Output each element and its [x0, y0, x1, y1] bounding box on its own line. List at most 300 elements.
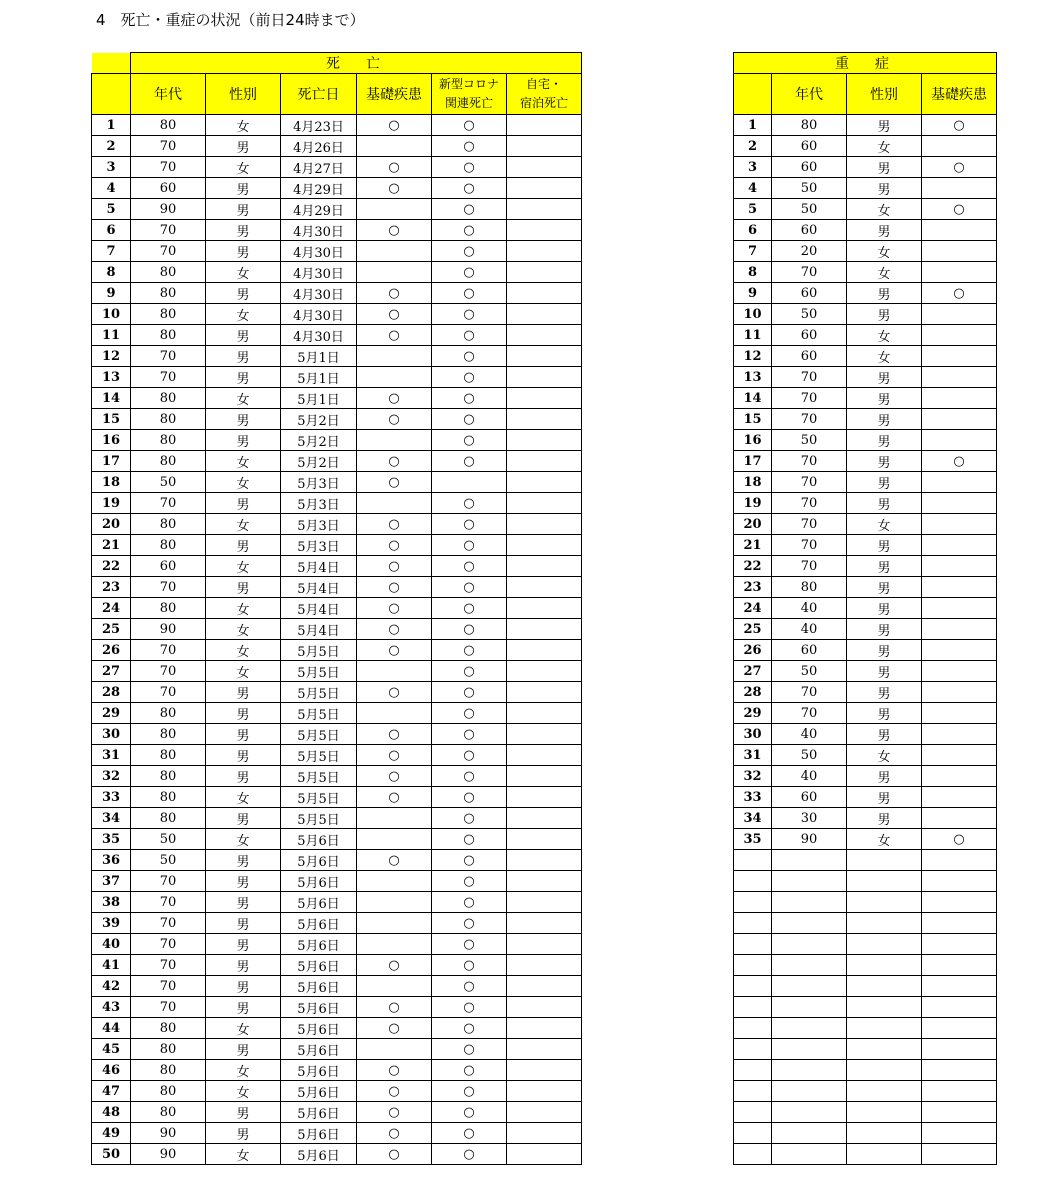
severe-table-row — [734, 325, 997, 346]
death-cell-date: 4月30日 — [281, 304, 357, 325]
death-cell-underlying: ○ — [357, 304, 432, 325]
severe-cell-sex: 女 — [847, 745, 922, 766]
severe-cell-age: 90 — [772, 829, 847, 850]
severe-cell-underlying — [922, 262, 997, 283]
severe-empty-cell — [847, 955, 922, 976]
severe-cell-age: 70 — [772, 493, 847, 514]
death-cell-underlying — [357, 1039, 432, 1060]
death-cell-home — [507, 388, 582, 409]
death-cell-age: 80 — [131, 1060, 206, 1081]
severe-empty-cell — [847, 934, 922, 955]
severe-table-row — [734, 451, 997, 472]
death-cell-age: 80 — [131, 304, 206, 325]
death-cell-sex: 女 — [206, 1018, 281, 1039]
death-cell-home — [507, 346, 582, 367]
death-cell-sex: 男 — [206, 682, 281, 703]
severe-cell-underlying — [922, 661, 997, 682]
death-cell-underlying: ○ — [357, 619, 432, 640]
severe-table-row — [734, 199, 997, 220]
death-cell-home — [507, 1039, 582, 1060]
death-cell-age: 80 — [131, 703, 206, 724]
severe-empty-row — [734, 850, 997, 871]
severe-empty-cell — [772, 913, 847, 934]
death-table-row — [92, 178, 582, 199]
severe-cell-age: 60 — [772, 787, 847, 808]
severe-empty-cell — [772, 1123, 847, 1144]
severe-cell-no: 35 — [734, 829, 772, 850]
severe-cell-no: 10 — [734, 304, 772, 325]
death-cell-age: 80 — [131, 1018, 206, 1039]
severe-table-row — [734, 346, 997, 367]
death-cell-underlying: ○ — [357, 850, 432, 871]
severe-empty-cell — [922, 1123, 997, 1144]
severe-empty-cell — [922, 1060, 997, 1081]
severe-cell-no: 16 — [734, 430, 772, 451]
death-cell-covid: ○ — [432, 535, 507, 556]
death-cell-no: 32 — [92, 766, 131, 787]
death-cell-age: 70 — [131, 934, 206, 955]
death-cell-no: 11 — [92, 325, 131, 346]
death-cell-age: 80 — [131, 766, 206, 787]
death-cell-date: 5月5日 — [281, 724, 357, 745]
severe-cell-underlying: ○ — [922, 829, 997, 850]
death-cell-sex: 女 — [206, 598, 281, 619]
severe-cell-no: 3 — [734, 157, 772, 178]
death-table-row — [92, 808, 582, 829]
death-cell-age: 80 — [131, 430, 206, 451]
death-cell-date: 4月30日 — [281, 325, 357, 346]
death-cell-home — [507, 1018, 582, 1039]
severe-table — [733, 52, 997, 1165]
severe-empty-cell — [922, 913, 997, 934]
death-cell-age: 80 — [131, 1081, 206, 1102]
severe-table-row — [734, 178, 997, 199]
death-cell-date: 4月30日 — [281, 262, 357, 283]
severe-cell-no: 17 — [734, 451, 772, 472]
death-cell-home — [507, 493, 582, 514]
death-cell-age: 80 — [131, 325, 206, 346]
death-cell-covid: ○ — [432, 1018, 507, 1039]
death-table-row — [92, 934, 582, 955]
severe-table-row — [734, 514, 997, 535]
severe-cell-age: 70 — [772, 703, 847, 724]
death-cell-age: 80 — [131, 724, 206, 745]
severe-table-row — [734, 367, 997, 388]
severe-cell-underlying — [922, 514, 997, 535]
death-cell-home — [507, 199, 582, 220]
death-cell-no: 37 — [92, 871, 131, 892]
death-cell-no: 13 — [92, 367, 131, 388]
severe-cell-age: 70 — [772, 535, 847, 556]
severe-empty-cell — [847, 1018, 922, 1039]
death-table-row — [92, 976, 582, 997]
severe-empty-row — [734, 892, 997, 913]
severe-cell-underlying: ○ — [922, 283, 997, 304]
death-cell-covid: ○ — [432, 934, 507, 955]
severe-cell-sex: 男 — [847, 640, 922, 661]
death-cell-sex: 男 — [206, 136, 281, 157]
severe-cell-no: 27 — [734, 661, 772, 682]
severe-table-row — [734, 745, 997, 766]
death-cell-home — [507, 1081, 582, 1102]
death-cell-underlying: ○ — [357, 283, 432, 304]
death-cell-no: 28 — [92, 682, 131, 703]
severe-empty-cell — [772, 997, 847, 1018]
death-cell-sex: 女 — [206, 514, 281, 535]
death-cell-age: 50 — [131, 850, 206, 871]
severe-cell-age: 60 — [772, 220, 847, 241]
death-cell-date: 5月5日 — [281, 745, 357, 766]
severe-empty-cell — [772, 1018, 847, 1039]
severe-empty-cell — [772, 1081, 847, 1102]
severe-table-row — [734, 115, 997, 136]
severe-cell-sex: 女 — [847, 346, 922, 367]
death-cell-underlying: ○ — [357, 220, 432, 241]
death-cell-home — [507, 157, 582, 178]
severe-cell-age: 60 — [772, 346, 847, 367]
death-cell-underlying — [357, 913, 432, 934]
severe-cell-no: 30 — [734, 724, 772, 745]
death-cell-home — [507, 808, 582, 829]
death-cell-underlying — [357, 892, 432, 913]
death-cell-home — [507, 619, 582, 640]
death-cell-home — [507, 745, 582, 766]
death-cell-age: 70 — [131, 997, 206, 1018]
death-cell-age: 90 — [131, 1123, 206, 1144]
severe-cell-no: 4 — [734, 178, 772, 199]
death-cell-date: 5月6日 — [281, 913, 357, 934]
severe-cell-no: 32 — [734, 766, 772, 787]
death-cell-age: 70 — [131, 346, 206, 367]
death-cell-age: 80 — [131, 388, 206, 409]
death-cell-date: 5月1日 — [281, 367, 357, 388]
death-sex-header: 性別 — [206, 74, 281, 115]
death-cell-home — [507, 892, 582, 913]
severe-cell-sex: 男 — [847, 493, 922, 514]
death-cell-no: 25 — [92, 619, 131, 640]
page-heading: 4 死亡・重症の状況（前日24時まで） — [96, 11, 365, 29]
death-cell-underlying — [357, 703, 432, 724]
death-cell-no: 33 — [92, 787, 131, 808]
severe-cell-underlying — [922, 556, 997, 577]
death-cell-underlying: ○ — [357, 325, 432, 346]
death-cell-date: 5月3日 — [281, 514, 357, 535]
death-cell-no: 40 — [92, 934, 131, 955]
death-cell-home — [507, 283, 582, 304]
death-cell-sex: 女 — [206, 1081, 281, 1102]
death-cell-sex: 男 — [206, 220, 281, 241]
death-cell-age: 80 — [131, 514, 206, 535]
death-cell-date: 5月6日 — [281, 1060, 357, 1081]
severe-cell-no: 26 — [734, 640, 772, 661]
death-table-row — [92, 493, 582, 514]
severe-table-row — [734, 619, 997, 640]
death-cell-sex: 男 — [206, 1123, 281, 1144]
severe-cell-age: 70 — [772, 388, 847, 409]
severe-cell-age: 70 — [772, 556, 847, 577]
death-cell-age: 70 — [131, 913, 206, 934]
death-cell-date: 5月6日 — [281, 1102, 357, 1123]
death-cell-age: 70 — [131, 220, 206, 241]
death-cell-underlying — [357, 262, 432, 283]
severe-cell-age: 70 — [772, 514, 847, 535]
death-cell-no: 45 — [92, 1039, 131, 1060]
severe-number-header — [734, 74, 772, 115]
severe-cell-sex: 女 — [847, 262, 922, 283]
severe-cell-sex: 男 — [847, 787, 922, 808]
death-covid-header-line2: 関連死亡 — [444, 96, 493, 110]
death-cell-sex: 女 — [206, 388, 281, 409]
severe-empty-cell — [922, 871, 997, 892]
death-cell-no: 49 — [92, 1123, 131, 1144]
death-cell-no: 15 — [92, 409, 131, 430]
death-cell-age: 70 — [131, 892, 206, 913]
severe-empty-cell — [847, 1123, 922, 1144]
death-table-row — [92, 850, 582, 871]
death-cell-age: 80 — [131, 808, 206, 829]
death-cell-age: 70 — [131, 367, 206, 388]
death-cell-age: 70 — [131, 241, 206, 262]
severe-cell-underlying — [922, 703, 997, 724]
severe-cell-age: 40 — [772, 724, 847, 745]
death-cell-sex: 男 — [206, 892, 281, 913]
severe-cell-age: 40 — [772, 619, 847, 640]
death-cell-underlying: ○ — [357, 724, 432, 745]
death-cell-no: 44 — [92, 1018, 131, 1039]
severe-empty-cell — [922, 1081, 997, 1102]
death-cell-underlying — [357, 493, 432, 514]
death-cell-date: 5月6日 — [281, 934, 357, 955]
death-cell-covid: ○ — [432, 640, 507, 661]
death-cell-underlying: ○ — [357, 955, 432, 976]
death-cell-no: 47 — [92, 1081, 131, 1102]
death-table-row — [92, 514, 582, 535]
death-table-row — [92, 724, 582, 745]
death-cell-no: 5 — [92, 199, 131, 220]
death-table-row — [92, 745, 582, 766]
death-section-title: 死 亡 — [131, 53, 582, 74]
death-cell-no: 50 — [92, 1144, 131, 1165]
death-cell-covid: ○ — [432, 997, 507, 1018]
severe-empty-cell — [772, 976, 847, 997]
severe-cell-underlying: ○ — [922, 199, 997, 220]
death-cell-home — [507, 451, 582, 472]
severe-cell-underlying — [922, 325, 997, 346]
death-cell-no: 29 — [92, 703, 131, 724]
severe-cell-no: 6 — [734, 220, 772, 241]
death-cell-underlying — [357, 808, 432, 829]
death-cell-home — [507, 703, 582, 724]
severe-table-body — [734, 115, 997, 1165]
death-cell-sex: 女 — [206, 1144, 281, 1165]
death-cell-sex: 男 — [206, 703, 281, 724]
severe-cell-sex: 男 — [847, 556, 922, 577]
death-cell-no: 7 — [92, 241, 131, 262]
severe-empty-row — [734, 1102, 997, 1123]
severe-empty-cell — [772, 1060, 847, 1081]
death-cell-home — [507, 220, 582, 241]
death-cell-underlying — [357, 199, 432, 220]
severe-cell-underlying: ○ — [922, 115, 997, 136]
death-cell-sex: 男 — [206, 913, 281, 934]
death-cell-home — [507, 955, 582, 976]
severe-empty-cell — [847, 1039, 922, 1060]
death-cell-sex: 男 — [206, 409, 281, 430]
death-cell-date: 4月26日 — [281, 136, 357, 157]
death-cell-home — [507, 1060, 582, 1081]
death-cell-date: 5月6日 — [281, 829, 357, 850]
death-cell-no: 36 — [92, 850, 131, 871]
death-table-row — [92, 430, 582, 451]
death-cell-age: 80 — [131, 535, 206, 556]
severe-empty-cell — [922, 997, 997, 1018]
severe-cell-sex: 男 — [847, 535, 922, 556]
death-cell-date: 5月4日 — [281, 598, 357, 619]
death-cell-age: 80 — [131, 115, 206, 136]
severe-underlying-header: 基礎疾患 — [922, 74, 997, 115]
death-cell-age: 70 — [131, 976, 206, 997]
death-cell-covid: ○ — [432, 157, 507, 178]
severe-cell-age: 70 — [772, 472, 847, 493]
death-table-row — [92, 388, 582, 409]
death-cell-age: 90 — [131, 199, 206, 220]
severe-table-row — [734, 808, 997, 829]
severe-cell-age: 60 — [772, 157, 847, 178]
death-cell-home — [507, 430, 582, 451]
severe-table-row — [734, 682, 997, 703]
death-cell-sex: 女 — [206, 451, 281, 472]
death-cell-date: 5月4日 — [281, 577, 357, 598]
death-cell-date: 5月2日 — [281, 430, 357, 451]
death-cell-sex: 女 — [206, 829, 281, 850]
death-cell-date: 5月1日 — [281, 388, 357, 409]
death-table-row — [92, 535, 582, 556]
death-cell-underlying: ○ — [357, 451, 432, 472]
severe-age-header: 年代 — [772, 74, 847, 115]
death-table-row — [92, 346, 582, 367]
death-cell-underlying: ○ — [357, 1102, 432, 1123]
death-cell-age: 70 — [131, 157, 206, 178]
death-table-row — [92, 451, 582, 472]
severe-table-row — [734, 157, 997, 178]
death-cell-underlying: ○ — [357, 115, 432, 136]
death-cell-no: 27 — [92, 661, 131, 682]
death-cell-sex: 男 — [206, 934, 281, 955]
severe-cell-no: 24 — [734, 598, 772, 619]
death-table-row — [92, 115, 582, 136]
death-cell-no: 10 — [92, 304, 131, 325]
death-cell-age: 80 — [131, 283, 206, 304]
severe-empty-cell — [847, 892, 922, 913]
severe-cell-underlying — [922, 220, 997, 241]
severe-section-title: 重 症 — [734, 53, 997, 74]
death-table-row — [92, 1018, 582, 1039]
severe-cell-underlying — [922, 493, 997, 514]
severe-empty-cell — [734, 1144, 772, 1165]
severe-empty-row — [734, 871, 997, 892]
death-table-row — [92, 325, 582, 346]
severe-empty-cell — [922, 1102, 997, 1123]
death-cell-covid: ○ — [432, 1039, 507, 1060]
severe-cell-age: 60 — [772, 136, 847, 157]
death-table-row — [92, 913, 582, 934]
death-cell-covid: ○ — [432, 703, 507, 724]
death-cell-age: 80 — [131, 598, 206, 619]
death-cell-age: 80 — [131, 1039, 206, 1060]
death-cell-no: 1 — [92, 115, 131, 136]
death-cell-sex: 男 — [206, 430, 281, 451]
death-cell-sex: 男 — [206, 871, 281, 892]
severe-empty-cell — [734, 892, 772, 913]
death-cell-underlying — [357, 871, 432, 892]
death-cell-home — [507, 136, 582, 157]
death-cell-underlying: ○ — [357, 1018, 432, 1039]
severe-cell-no: 12 — [734, 346, 772, 367]
death-cell-underlying: ○ — [357, 472, 432, 493]
severe-cell-sex: 女 — [847, 325, 922, 346]
death-cell-age: 80 — [131, 451, 206, 472]
severe-table-row — [734, 304, 997, 325]
death-cell-underlying: ○ — [357, 409, 432, 430]
severe-empty-cell — [734, 1018, 772, 1039]
death-cell-sex: 男 — [206, 745, 281, 766]
death-table-row — [92, 262, 582, 283]
death-table-row — [92, 241, 582, 262]
death-cell-home — [507, 409, 582, 430]
death-cell-underlying: ○ — [357, 1081, 432, 1102]
severe-table-row — [734, 136, 997, 157]
death-cell-date: 4月29日 — [281, 178, 357, 199]
death-cell-sex: 男 — [206, 976, 281, 997]
death-cell-covid: ○ — [432, 724, 507, 745]
death-cell-home — [507, 472, 582, 493]
death-cell-home — [507, 871, 582, 892]
death-table-row — [92, 409, 582, 430]
severe-empty-cell — [847, 1060, 922, 1081]
severe-table-row — [734, 703, 997, 724]
death-cell-age: 70 — [131, 682, 206, 703]
death-cell-underlying — [357, 934, 432, 955]
severe-cell-sex: 男 — [847, 766, 922, 787]
death-table-row — [92, 1081, 582, 1102]
severe-cell-no: 7 — [734, 241, 772, 262]
death-cell-age: 50 — [131, 829, 206, 850]
death-cell-underlying — [357, 976, 432, 997]
severe-empty-cell — [734, 934, 772, 955]
death-cell-covid: ○ — [432, 892, 507, 913]
death-cell-no: 19 — [92, 493, 131, 514]
severe-cell-sex: 男 — [847, 304, 922, 325]
death-table-row — [92, 787, 582, 808]
death-cell-home — [507, 241, 582, 262]
death-cell-covid: ○ — [432, 199, 507, 220]
death-cell-age: 70 — [131, 493, 206, 514]
death-cell-no: 34 — [92, 808, 131, 829]
severe-empty-cell — [772, 892, 847, 913]
severe-cell-sex: 男 — [847, 430, 922, 451]
severe-cell-sex: 女 — [847, 241, 922, 262]
death-cell-covid: ○ — [432, 283, 507, 304]
death-cell-underlying: ○ — [357, 535, 432, 556]
severe-empty-row — [734, 1060, 997, 1081]
severe-table-row — [734, 388, 997, 409]
death-cell-date: 5月6日 — [281, 1039, 357, 1060]
death-table-row — [92, 199, 582, 220]
death-cell-covid: ○ — [432, 514, 507, 535]
death-home-header-line1: 自宅・ — [525, 77, 562, 91]
death-cell-covid: ○ — [432, 787, 507, 808]
death-cell-home — [507, 367, 582, 388]
